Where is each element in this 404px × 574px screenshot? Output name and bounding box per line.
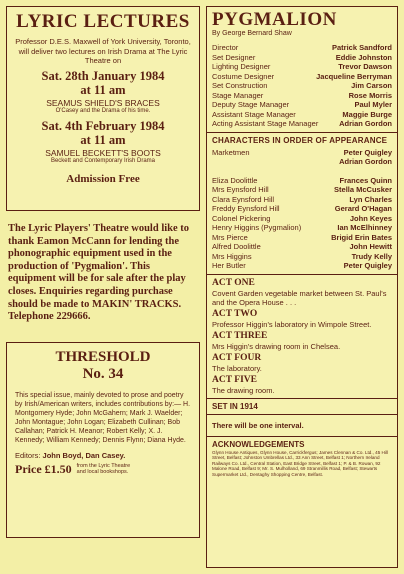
- act-setting: Covent Garden vegetable market between St. Paul's and the Opera House . . .: [212, 288, 387, 307]
- cast-row: [212, 157, 392, 167]
- act-heading: ACT FOUR: [212, 352, 262, 363]
- act-setting: The drawing room.: [212, 385, 275, 395]
- price-note-line2: and local bookshops.: [76, 469, 129, 476]
- divider: [207, 436, 397, 437]
- crew-role: Set Construction: [212, 81, 268, 90]
- cast-role: Clara Eynsford Hill: [212, 194, 275, 204]
- cast-role: Freddy Eynsford Hill: [212, 204, 280, 213]
- crew-name: Patrick Sandford: [331, 43, 392, 52]
- cast-row: [212, 252, 392, 262]
- crew-name: Adrian Gordon: [339, 119, 392, 128]
- crew-name: Paul Myler: [354, 100, 392, 109]
- cast-role: Eliza Doolittle: [212, 175, 258, 185]
- cast-name: John Hewitt: [349, 242, 392, 251]
- cast-role: Alfred Doolittle: [212, 242, 261, 251]
- cast-row: [212, 204, 392, 214]
- play-title: PYGMALION: [212, 9, 337, 30]
- act-setting: Professor Higgin's laboratory in Wimpole Street.: [212, 319, 372, 329]
- cast-row: [212, 176, 392, 186]
- cast-name: Peter Quigley: [343, 261, 392, 270]
- lecture2-title: SAMUEL BECKETT'S BOOTS: [45, 147, 161, 158]
- threshold-price: Price £1.50: [15, 461, 72, 476]
- cast-role: Her Butler: [212, 261, 246, 270]
- crew-role: Acting Assistant Stage Manager: [212, 119, 319, 128]
- cast-role: Mrs Pierce: [212, 232, 248, 242]
- play-byline: By George Bernard Shaw: [212, 30, 292, 37]
- cast-name: Lyn Charles: [349, 194, 392, 204]
- divider: [207, 414, 397, 415]
- crew-row: [212, 110, 392, 120]
- crew-row: [212, 53, 392, 63]
- crew-name: Maggie Burge: [342, 109, 392, 119]
- crew-name: Rose Morris: [348, 90, 392, 100]
- cast-row: [212, 185, 392, 195]
- cast-role: Henry Higgins (Pygmalion): [212, 223, 302, 232]
- lyric-lectures-title: LYRIC LECTURES: [16, 11, 190, 32]
- cast-role: Colonel Pickering: [212, 213, 271, 223]
- right-column: [206, 6, 398, 568]
- cast-name: Gerard O'Hagan: [334, 204, 392, 213]
- act-setting: Mrs Higgin's drawing room in Chelsea.: [212, 341, 341, 351]
- act-heading: ACT TWO: [212, 308, 258, 319]
- crew-row: [212, 100, 392, 110]
- lecture1-subtitle: O'Casey and the Drama of his time.: [55, 107, 151, 114]
- crew-row: [212, 119, 392, 129]
- price-note-line1: from the Lyric Theatre: [76, 462, 131, 469]
- act-heading: ACT THREE: [212, 330, 268, 341]
- acknowledgements-heading: ACKNOWLEDGEMENTS: [212, 439, 305, 449]
- threshold-box: [6, 342, 200, 538]
- cast-row: [212, 214, 392, 224]
- cast-role: Mrs Higgins: [212, 251, 252, 261]
- lectures-intro: Professor D.E.S. Maxwell of York University, Toronto, will deliver two lectures on Irish Drama at The Lyric Theatre on: [15, 37, 191, 65]
- lecture2-subtitle: Beckett and Contemporary Irish Drama: [50, 157, 156, 164]
- interval-notice: There will be one interval.: [212, 420, 304, 430]
- crew-role: Director: [212, 43, 239, 52]
- price-row: [15, 462, 191, 477]
- cast-name: Adrian Gordon: [339, 157, 392, 166]
- crew-role: Assistant Stage Manager: [212, 109, 296, 119]
- editors-names: John Boyd, Dan Casey.: [42, 450, 126, 460]
- act-heading: ACT FIVE: [212, 374, 257, 385]
- cast-row: [212, 223, 392, 233]
- divider: [207, 132, 397, 133]
- threshold-issue: No. 34: [82, 365, 124, 382]
- threshold-editors: [15, 451, 191, 460]
- crew-role: Set Designer: [212, 52, 256, 62]
- crew-name: Eddie Johnston: [335, 52, 392, 62]
- cast-name: Frances Quinn: [339, 175, 392, 185]
- cast-list: [212, 148, 392, 271]
- spacer: [212, 167, 392, 176]
- crew-row: [212, 72, 392, 82]
- cast-row: [212, 233, 392, 243]
- crew-name: Trevor Dawson: [338, 62, 392, 71]
- divider: [207, 398, 397, 399]
- cast-row: [212, 261, 392, 271]
- editors-label: Editors:: [15, 450, 41, 460]
- lecture1-date: Sat. 28th January 1984: [41, 68, 165, 83]
- programme-box: [206, 6, 398, 568]
- threshold-description: This special issue, mainly devoted to prose and poetry by Irish/American writers, includes contributions by:— H. Montgomery Hyde; John McGahern; Mark J. Waelder; John Montague; John Logan; Elizabeth Cullinan; Bob Callahan; Patrick H. Meanor; Robert Kelly; X. J. Kennedy; William Kennedy; Dennis Flynn; Diana Hyde.: [15, 391, 191, 444]
- crew-row: [212, 91, 392, 101]
- admission-free: Admission Free: [66, 172, 140, 185]
- crew-row: [212, 62, 392, 72]
- crew-role: Stage Manager: [212, 90, 264, 100]
- cast-name: Stella McCusker: [334, 185, 392, 194]
- crew-name: Jim Carson: [351, 81, 392, 90]
- crew-role: Costume Designer: [212, 71, 275, 81]
- act-heading: ACT ONE: [212, 277, 255, 288]
- cast-role: Mrs Eynsford Hill: [212, 185, 269, 194]
- acts-list: [212, 278, 392, 395]
- crew-row: [212, 81, 392, 91]
- lecture2-time: at 11 am: [80, 132, 126, 147]
- crew-list: [212, 43, 392, 129]
- price-note: [77, 463, 131, 476]
- cast-heading: CHARACTERS IN ORDER OF APPEARANCE: [212, 135, 388, 145]
- cast-row: [212, 242, 392, 252]
- cast-name: John Keyes: [349, 213, 392, 223]
- crew-row: [212, 43, 392, 53]
- lecture2-date: Sat. 4th February 1984: [41, 118, 165, 133]
- acknowledgements-text: Glynn House Antiques, Glynn House, Carrickfergus; James Clennan & Co. Ltd., 45 Hill Street, Belfast; Johnston Umbrellas Ltd., 33 Ann Street, Belfast 1; Northern Ireland Railways Co. Ltd., Central Station, East Bridge Street, Belfast 1; P. & B. Rowan, 92 Malone Road, Belfast 9; Mr. S. Mulholland, 69 Stranmillis Road, Belfast; Stewarts Supermarket Ltd., Dentaghy Shopping Centre, Belfast.: [212, 449, 388, 477]
- left-column: [6, 6, 200, 538]
- divider: [207, 274, 397, 275]
- lecture1-time: at 11 am: [80, 82, 126, 97]
- cast-name: Trudy Kelly: [351, 251, 392, 261]
- cast-role: Marketmen: [212, 147, 250, 157]
- threshold-title: THRESHOLD: [55, 348, 151, 365]
- lyric-lectures-box: [6, 6, 200, 211]
- cast-row: [212, 195, 392, 205]
- cast-name: Ian McElhinney: [337, 223, 392, 232]
- crew-role: Lighting Designer: [212, 62, 271, 71]
- cast-name: Peter Quigley: [343, 147, 392, 157]
- crew-role: Deputy Stage Manager: [212, 100, 290, 109]
- crew-name: Jacqueline Berryman: [316, 71, 392, 81]
- set-in-year: SET IN 1914: [212, 401, 258, 411]
- lecture1-title: SEAMUS SHIELD'S BRACES: [46, 97, 160, 108]
- cast-row: [212, 148, 392, 158]
- thanks-notice: The Lyric Players' Theatre would like to thank Eamon McCann for lending the phonographic equipment used in the production of 'Pygmalion'. This equipment will be for sale after the play closes. Enquiries regarding purchase should be made to MAKIN' TRACKS. Telephone 229666.: [8, 223, 190, 323]
- act-setting: The laboratory.: [212, 363, 262, 373]
- cast-name: Brigid Erin Bates: [331, 232, 392, 242]
